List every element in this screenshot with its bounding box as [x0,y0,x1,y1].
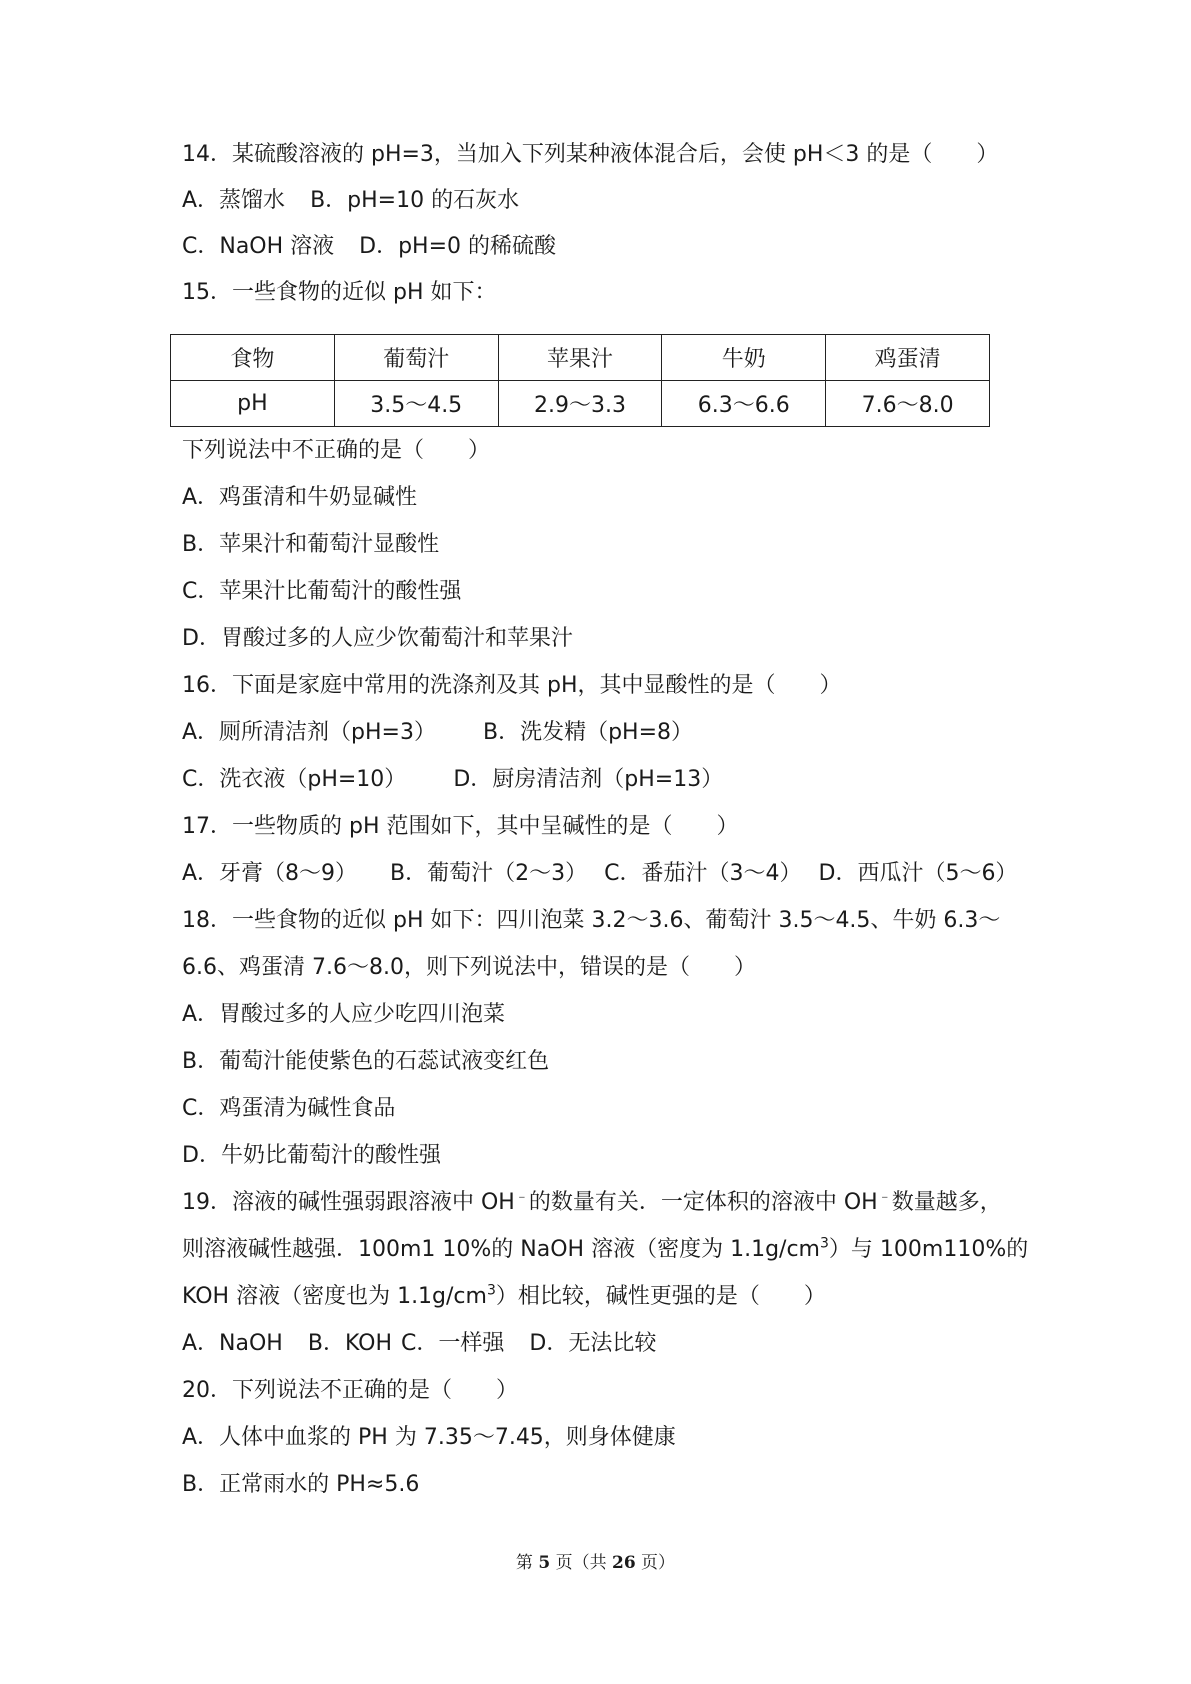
q19-option-c: C．一样强 [401,1331,505,1356]
q15-option-c: C．苹果汁比葡萄汁的酸性强 [182,579,462,604]
table-cell: 7.6～8.0 [826,381,990,427]
table-cell: 鸡蛋清 [826,335,990,381]
q18-option-a: A．胃酸过多的人应少吃四川泡菜 [182,1002,506,1027]
q19-superscript: ﹣ [877,1188,892,1205]
q16-option-a: A．厕所清洁剂（pH=3） [182,720,436,745]
q19-text: ）相比较，碱性更强的是（ ） [495,1284,826,1309]
table-cell: 6.3～6.6 [662,381,826,427]
q19-text: KOH 溶液（密度也为 1.1g/cm [182,1284,487,1309]
table-cell: 牛奶 [662,335,826,381]
q18-option-b: B．葡萄汁能使紫色的石蕊试液变红色 [182,1049,550,1074]
q19-stem-line3 [182,1282,1022,1312]
table-row [171,381,990,427]
table-cell: 苹果汁 [498,335,662,381]
q19-text: 则溶液碱性越强．100m1 10%的 NaOH 溶液（密度为 1.1g/cm [182,1237,820,1262]
table-cell: pH [171,381,335,427]
footer-text: 页） [635,1553,676,1573]
q19-superscript: ﹣ [514,1188,529,1205]
q15-stem: 15．一些食物的近似 pH 如下： [182,280,497,305]
q19-options [182,1329,1022,1359]
q19-text: 的数量有关．一定体积的溶液中 OH [528,1190,878,1215]
table-header-row [171,335,990,381]
q18-stem-line1: 18．一些食物的近似 pH 如下：四川泡菜 3.2～3.6、葡萄汁 3.5～4.5、牛奶 6.3～ [182,908,1001,933]
page-footer [0,1548,1191,1573]
q18-option-c: C．鸡蛋清为碱性食品 [182,1096,396,1121]
q17-option-c: C．番茄汁（3～4） [604,861,802,886]
q19-stem-line1 [182,1188,1022,1218]
q18-option-d: D．牛奶比葡萄汁的酸性强 [182,1143,441,1168]
footer-page-number: 5 [538,1553,551,1573]
q20-option-a: A．人体中血浆的 PH 为 7.35～7.45，则身体健康 [182,1425,676,1450]
q15-option-b: B．苹果汁和葡萄汁显酸性 [182,532,440,557]
footer-text: 页（共 [550,1553,612,1573]
footer-total-pages: 26 [611,1553,636,1573]
q16-option-c: C．洗衣液（pH=10） [182,767,407,792]
q16-stem: 16．下面是家庭中常用的洗涤剂及其 pH，其中显酸性的是（ ） [182,673,842,698]
q14-stem: 14．某硫酸溶液的 pH=3，当加入下列某种液体混合后，会使 pH＜3 的是（ ） [182,142,999,167]
q19-superscript: 3 [819,1235,829,1252]
q14-option-b: B．pH=10 的石灰水 [310,188,520,213]
q19-option-b: B．KOH [307,1331,393,1356]
table-cell: 2.9～3.3 [498,381,662,427]
q15-option-a: A．鸡蛋清和牛奶显碱性 [182,485,418,510]
q15-question: 下列说法中不正确的是（ ） [182,438,491,463]
q14-option-d: D．pH=0 的稀硫酸 [359,234,557,259]
q18-stem-line2: 6.6、鸡蛋清 7.6～8.0，则下列说法中，错误的是（ ） [182,955,756,980]
q17-options [182,859,1022,889]
q14-option-c: C．NaOH 溶液 [182,234,335,259]
q17-option-a: A．牙膏（8～9） [182,861,358,886]
q19-text: 数量越多， [891,1190,1002,1215]
footer-text: 第 [515,1553,539,1573]
q14-options-row2 [182,232,1022,262]
q19-text: ）与 100m110%的 [828,1237,1029,1262]
q14-option-a: A．蒸馏水 [182,188,286,213]
q19-stem-line2 [182,1235,1029,1265]
q14-options-row1 [182,186,1022,216]
q16-options-row2 [182,765,1022,795]
q17-option-d: D．西瓜汁（5～6） [818,861,1018,886]
q15-option-d: D．胃酸过多的人应少饮葡萄汁和苹果汁 [182,626,573,651]
q16-option-d: D．厨房清洁剂（pH=13） [453,767,724,792]
q19-text: 19．溶液的碱性强弱跟溶液中 OH [182,1190,515,1215]
q17-option-b: B．葡萄汁（2～3） [390,861,588,886]
q16-options-row1 [182,718,1022,748]
q17-stem: 17．一些物质的 pH 范围如下，其中呈碱性的是（ ） [182,814,739,839]
q20-stem: 20．下列说法不正确的是（ ） [182,1378,518,1403]
q19-option-d: D．无法比较 [529,1331,657,1356]
table-cell: 食物 [171,335,335,381]
table-cell: 3.5～4.5 [334,381,498,427]
table-cell: 葡萄汁 [334,335,498,381]
food-ph-table [170,334,990,427]
q19-superscript: 3 [486,1282,496,1299]
q20-option-b: B．正常雨水的 PH≈5.6 [182,1472,420,1497]
q19-option-a: A．NaOH [182,1331,283,1356]
q16-option-b: B．洗发精（pH=8） [483,720,694,745]
